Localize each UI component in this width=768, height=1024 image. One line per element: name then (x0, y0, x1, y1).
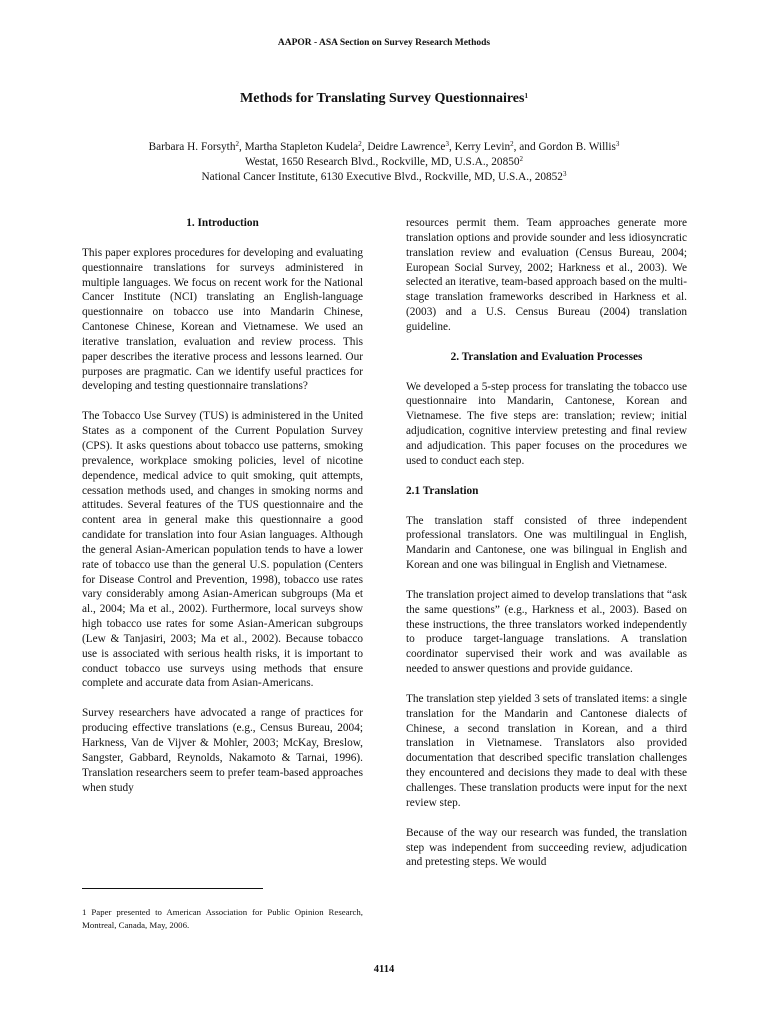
section-heading: 1. Introduction (186, 217, 259, 229)
body-paragraph: This paper explores procedures for developing and evaluating questionnaire translations for surveys administered in multiple languages. We focus on recent work for the National Cancer Institute (NCI) translating an English-language questionnaire on tobacco use into Mandarin Chinese, Cantonese Chinese, Korean and Vietnamese. We used an iterative translation, evaluation and review process. This paper describes the iterative process and lessons learned. Our purposes are pragmatic. Can we identify useful practices for developing and testing questionnaire translations? (82, 246, 363, 393)
footnote-mark: 1 (82, 907, 87, 917)
title-footnote-mark: 1 (524, 92, 528, 100)
author-name: Deidre Lawrence (367, 141, 446, 153)
affiliation-mark: 2 (519, 155, 524, 163)
paper-title (0, 91, 768, 107)
section-heading: 2. Translation and Evaluation Processes (450, 350, 643, 363)
page-number: 4114 (373, 964, 395, 975)
author-name: Barbara H. Forsyth (148, 141, 236, 153)
section-heading: 2.1 Translation (406, 484, 479, 497)
author-name: Kerry Levin (454, 141, 511, 153)
footnote-text: Paper presented to American Association for Public Opinion Research, Montreal, Canada, May, 2006. (82, 907, 363, 930)
author-separator: , (448, 141, 455, 153)
author-affiliation-mark: 3 (615, 140, 620, 148)
author-separator: , (238, 141, 245, 153)
author-affiliation-mark: 2 (235, 140, 239, 148)
left-column (82, 216, 363, 810)
author-name: Gordon B. Willis (538, 141, 616, 153)
footnote (82, 906, 363, 932)
affiliation (0, 155, 768, 170)
author-line (0, 140, 768, 155)
running-header: AAPOR - ASA Section on Survey Research Methods (277, 38, 491, 48)
body-paragraph: The translation step yielded 3 sets of translated items: a single translation for the Mandarin and Cantonese dialects of Chinese, a second translation in Korean, and a third translation in Vietnamese. Translators also provided documentation that described specific translation challenges they encountered and decisions they made to deal with these challenges. These translation products were input for the next review step. (406, 692, 687, 809)
body-paragraph: The Tobacco Use Survey (TUS) is administered in the United States as a component of the Current Population Survey (CPS). It asks questions about tobacco use patterns, smoking prevalence, workplace smoking policies, level of nicotine dependence, medical advice to quit smoking, quit attempts, cessation methods used, and changes in smoking norms and attitudes. Several features of the TUS questionnaire and the content area in general make this questionnaire a good candidate for translation into four Asian languages. Although the general Asian-American population tends to have a lower rate of tobacco use than the general U.S. population (Centers for Disease Control and Prevention, 1998), tobacco use rates vary considerably among Asian-American subgroups (Ma et al., 2004; Ma et al., 2002). Furthermore, local surveys show high tobacco use rates for some Asian-American subgroups (Lew & Tanjasiri, 2003; Ma et al., 2002). Because tobacco use is associated with serious health risks, it is important to conduct tobacco use surveys using methods that ensure complete and accurate data from Asian-Americans. (82, 410, 363, 690)
title-text: Methods for Translating Survey Questionnaires (240, 91, 525, 106)
affiliation (0, 170, 768, 185)
body-paragraph: The translation staff consisted of three independent professional translators. One was multilingual in English, Mandarin and Cantonese, one was bilingual in English and Korean and one was bilingual in English and Vietnamese. (406, 514, 687, 572)
affiliation-text: Westat, 1650 Research Blvd., Rockville, MD, U.S.A., 20850 (244, 156, 520, 168)
author-block (0, 140, 768, 185)
author-name: Martha Stapleton Kudela (244, 141, 359, 153)
body-paragraph: The translation project aimed to develop translations that “ask the same questions” (e.g., Harkness et al., 2003). Based on these instructions, the three translators worked independently to produce target-language translations. A translation coordinator supervised their work and was available as needed to answer questions and provide guidance. (406, 588, 687, 676)
author-affiliation-mark: 3 (445, 140, 449, 148)
body-paragraph: We developed a 5-step process for translating the tobacco use questionnaire into Mandarin, Cantonese, Korean and Vietnamese. The five steps are: translation; review; initial adjudication, cognitive interview pretesting and final review and adjudication. This paper focuses on the procedures we used to conduct each step. (406, 380, 687, 467)
footnote-rule (82, 888, 263, 889)
author-affiliation-mark: 2 (358, 140, 362, 148)
body-paragraph: resources permit them. Team approaches generate more translation options and provide sounder and less idiosyncratic translation review and evaluation (Census Bureau, 2004; European Social Survey, 2002; Harkness et al., 2003). We selected an iterative, team-based approach based on the multi-stage translation frameworks described in Harkness et al. (2003) and a U.S. Census Bureau (2004) translation guideline. (406, 217, 687, 333)
author-separator: , (361, 141, 368, 153)
author-affiliation-mark: 2 (510, 140, 514, 148)
body-paragraph: Survey researchers have advocated a range of practices for producing effective translations (e.g., Census Bureau, 2004; Harkness, Van de Vijver & Mohler, 2003; McKay, Breslow, Sangster, Gabbard, Reynolds, Nakamoto & Tarnai, 1996). Translation researchers seem to prefer team-based approaches when study (82, 707, 363, 794)
affiliation-list (0, 155, 768, 185)
affiliation-mark: 3 (562, 170, 567, 178)
body-paragraph: Because of the way our research was funded, the translation step was independent from succeeding review, adjudication and pretesting steps. We would (406, 826, 687, 869)
author-separator: , and (513, 141, 539, 153)
affiliation-text: National Cancer Institute, 6130 Executive Blvd., Rockville, MD, U.S.A., 20852 (201, 171, 563, 183)
right-column (406, 216, 687, 885)
